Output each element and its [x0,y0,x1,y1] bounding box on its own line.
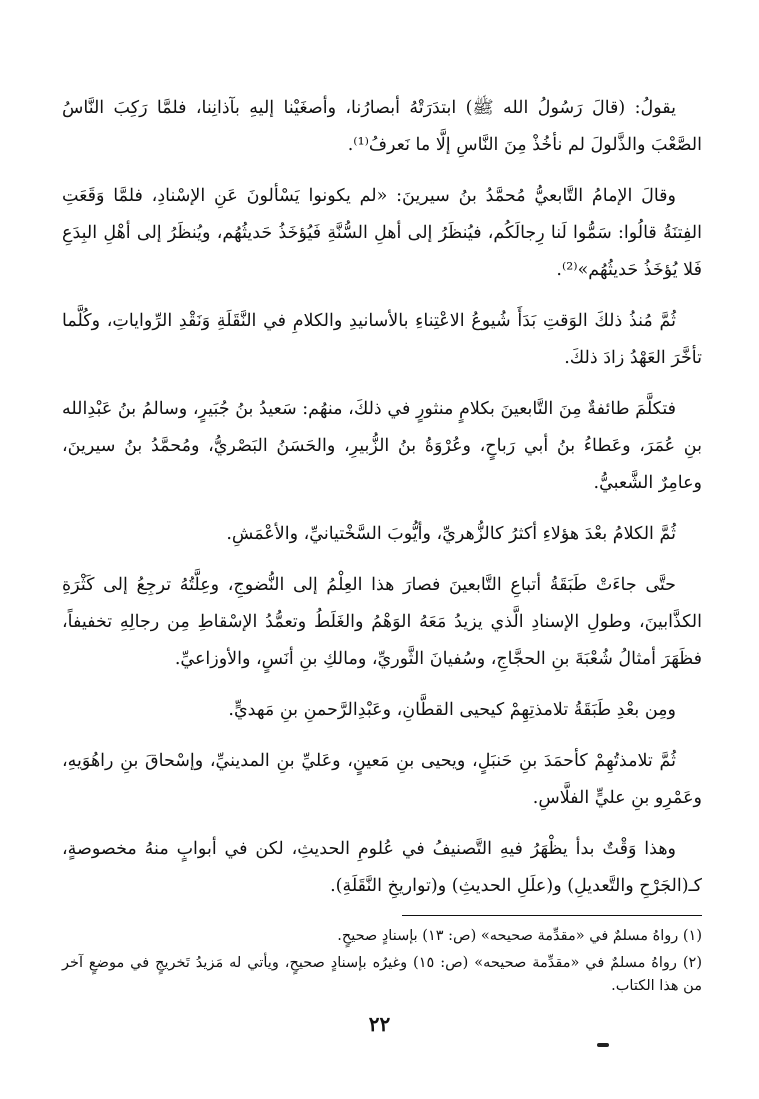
paragraph-4 [62,391,702,502]
paragraph-1-text: يقولُ: (قالَ رَسُولُ الله ﷺ) ابتدَرَتْهُ أبصارُنا، وأصغَيْنا إليهِ بآذانِنا، فلمَّا رَكِبَ النَّاسُ الصَّعْبَ والذَّلولَ لم نأخُذْ مِنَ النَّاسِ إلَّا ما نَعرفُ⁽¹⁾. [62,98,702,155]
footnotes [62,925,702,1002]
footnote-2: (٢) رواهُ مسلمٌ في «مقدِّمة صحيحه» (ص: ١٥) وغيرُه بإسنادٍ صحيحٍ، ويأتي له مَزيدُ تَخريجٍ في موضعٍ آخر من هذا الكتاب. [62,955,702,994]
paragraph-3-text: ثُمَّ مُنذُ ذلكَ الوَقتِ بَدَأَ شُيوعُ الاعْتِناءِ بالأسانيدِ والكلامِ في النَّقَلَةِ وَنَقْدِ الرِّواياتِ، وكُلَّما تأخَّرَ العَهْدُ زادَ ذلكَ. [62,311,702,368]
paragraph-4-text: فتكلَّمَ طائفةٌ مِنَ التَّابعينَ بكلامٍ منثورٍ في ذلكَ، منهُم: سَعيدُ بنُ جُبَيرٍ، وسالمُ بنُ عَبْدِالله بنِ عُمَرَ، وعَطاءُ بنُ أبي رَباحٍ، وعُرْوَةُ بنُ الزُّبيرِ، والحَسَنُ البَصْريُّ، ومُحمَّدُ بنُ سيرينَ، وعامِرٌ الشَّعبيُّ. [62,399,702,493]
paragraph-5-text: ثُمَّ الكلامُ بعْدَ هؤلاءِ أكثرُ كالزُّهريِّ، وأيُّوبَ السَّخْتيانيِّ، والأعْمَشِ. [226,524,676,544]
paragraph-5 [62,516,702,553]
footnote-1: (١) رواهُ مسلمٌ في «مقدِّمة صحيحه» (ص: ١٣) بإسنادٍ صحيحٍ. [337,928,702,944]
paragraph-8-text: ثُمَّ تلامذتُهِمْ كأحمَدَ بنِ حَنبَلٍ، ويحيى بنِ مَعينٍ، وعَليِّ بنِ المدينيِّ، وإسْحاقَ بنِ راهُوَيهِ، وعَمْرِو بنِ عليٍّ الفلَّاسِ. [62,751,702,808]
paragraph-7-text: ومِن بعْدِ طَبَقَةُ تلامذتِهِمْ كيحيى القطَّانِ، وعَبْدِالرَّحمنِ بنِ مَهديٍّ. [228,700,676,720]
paragraph-7 [62,692,702,729]
paragraph-9 [62,831,702,905]
paragraph-8 [62,743,702,817]
body-text [62,90,702,919]
paragraph-3 [62,303,702,377]
page-number: ٢٢ [368,1012,391,1036]
footnote-divider [402,915,702,916]
paragraph-2 [62,178,702,289]
paragraph-6-text: حتَّى جاءَتْ طَبَقَةُ أتباعِ التَّابعينَ فصارَ هذا العِلْمُ إلى النُّضوجِ، وعِلَّتُهُ ترجِعُ إلى كَثْرَةِ الكذَّابينَ، وطولِ الإسنادِ الَّذي يزيدُ مَعَهُ الوَهْمُ والغَلَطُ وتعمُّدُ الإسْقاطِ مِن رجالِهِ تخفيفاً، فظَهَرَ أمثالُ شُعْبَةَ بنِ الحجَّاجِ، وسُفيانَ الثَّوريِّ، ومالكِ بنِ أنَسٍ، والأوزاعيِّ. [62,575,702,669]
paragraph-2-text: وقالَ الإمامُ التَّابعيُّ مُحمَّدُ بنُ سيرينَ: «لم يكونوا يَسْألونَ عَنِ الإسْنادِ، فلمَّا وَقَعَتِ الفِتنَةُ قالُوا: سَمُّوا لَنا رِجالَكُم، فيُنظَرُ إلى أهلِ السُّنَّةِ فَيُؤخَذُ حَديثُهُم، ويُنظَرُ إلى أهْلِ البِدَعِ فَلا يُؤخَذُ حَديثُهُم»⁽²⁾. [62,186,702,280]
paragraph-6 [62,567,702,678]
paragraph-1 [62,90,702,164]
print-mark [597,1043,609,1047]
paragraph-9-text: وهذا وَقْتٌ بدأ يظْهَرُ فيهِ التَّصنيفُ في عُلومِ الحديثِ، لكن في أبوابٍ منهُ مخصوصةٍ، كـ(الجَرْحِ والتَّعديلِ) و(علَلِ الحديثِ) و(تواريخِ النَّقَلَةِ). [62,839,702,896]
